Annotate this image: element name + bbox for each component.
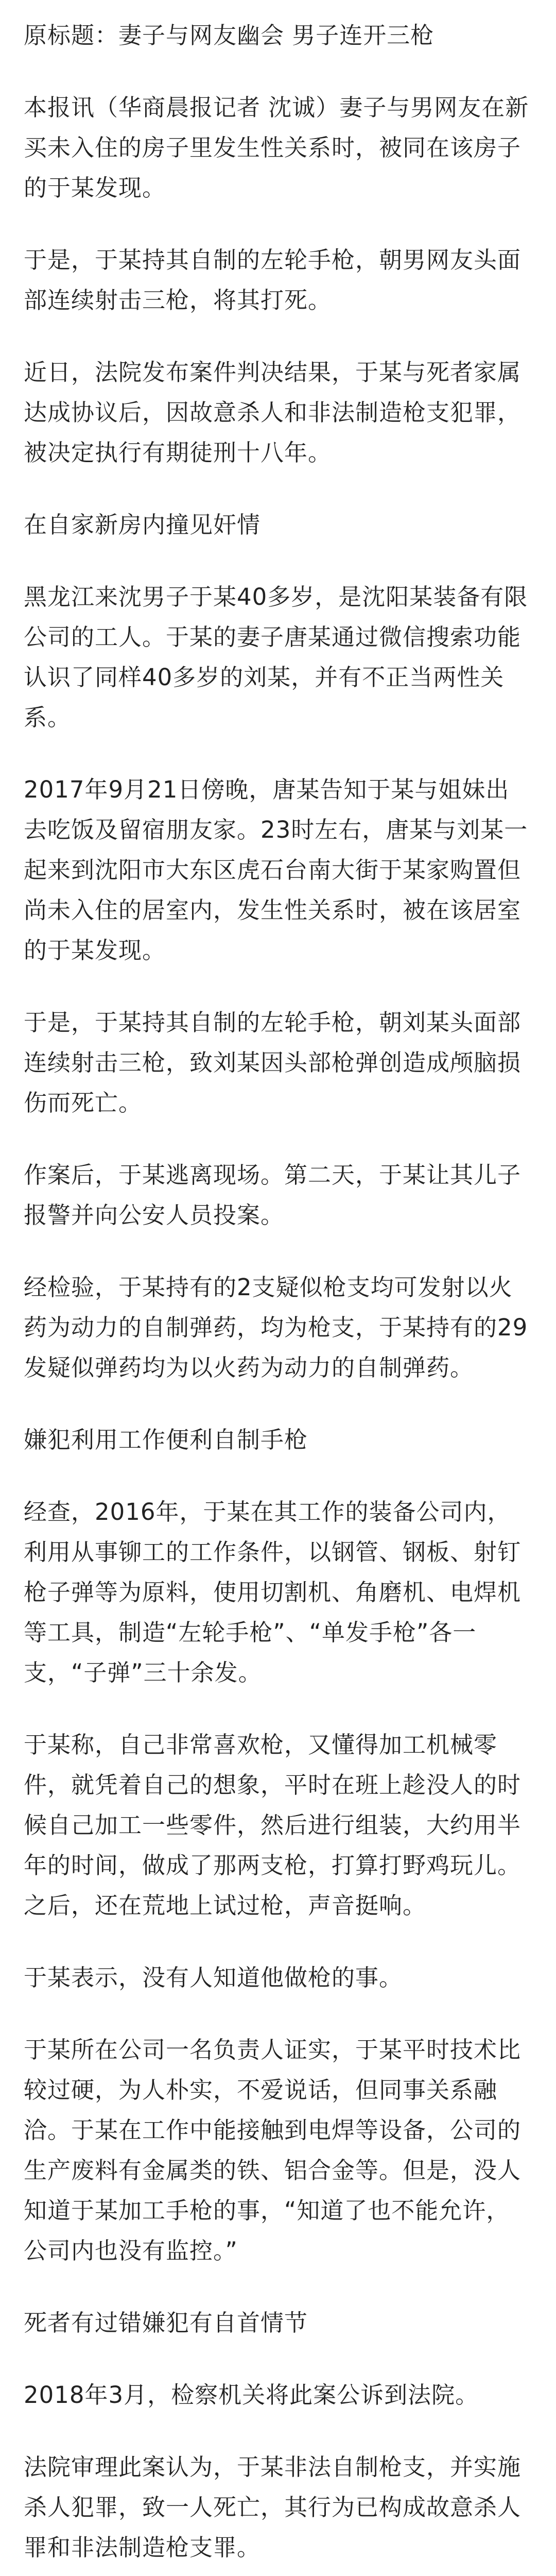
article-subheading: 死者有过错嫌犯有自首情节 — [24, 2309, 308, 2336]
article-body — [24, 15, 532, 2576]
article-paragraph: 黑龙江来沈男子于某40多岁，是沈阳某装备有限公司的工人。于某的妻子唐某通过微信搜索功能认识了同样40多岁的刘某，并有不正当两性关系。 — [24, 583, 528, 731]
article-paragraph: 近日，法院发布案件判决结果，于某与死者家属达成协议后，因故意杀人和非法制造枪支犯罪，被决定执行有期徒刑十八年。 — [24, 359, 522, 466]
article-paragraph: 于某称，自己非常喜欢枪，又懂得加工机械零件，就凭着自己的想象，平时在班上趁没人的时候自己加工一些零件，然后进行组装，大约用半年的时间，做成了那两支枪，打算打野鸡玩儿。之后，还在荒地上试过枪，声音挺响。 — [24, 1731, 522, 1919]
article-paragraph: 本报讯（华商晨报记者 沈诚）妻子与男网友在新买未入住的房子里发生性关系时，被同在该房子的于某发现。 — [24, 94, 529, 201]
article-paragraph: 2018年3月，检察机关将此案公诉到法院。 — [24, 2381, 479, 2409]
article-paragraph: 于是，于某持其自制的左轮手枪，朝男网友头面部连续射击三枪，将其打死。 — [24, 246, 522, 314]
article-original-title: 原标题：妻子与网友幽会 男子连开三枪 — [24, 22, 435, 49]
article-paragraph: 作案后，于某逃离现场。第二天，于某让其儿子报警并向公安人员投案。 — [24, 1161, 522, 1229]
article-paragraph: 2017年9月21日傍晚，唐某告知于某与姐妹出去吃饭及留宿朋友家。23时左右，唐某与刘某一起来到沈阳市大东区虎石台南大街于某家购置但尚未入住的居室内，发生性关系时，被在该居室的于某发现。 — [24, 776, 528, 964]
article-paragraph: 于某所在公司一名负责人证实，于某平时技术比较过硬，为人朴实，不爱说话，但同事关系融洽。于某在工作中能接触到电焊等设备，公司的生产废料有金属类的铁、铝合金等。但是，没人知道于某加工手枪的事，“知道了也不能允许，公司内也没有监控。” — [24, 2036, 522, 2264]
article-subheading: 在自家新房内撞见奸情 — [24, 511, 261, 538]
article-paragraph: 经检验，于某持有的2支疑似枪支均可发射以火药为动力的自制弹药，均为枪支，于某持有的29发疑似弹药均为以火药为动力的自制弹药。 — [24, 1274, 528, 1381]
article-paragraph: 法院审理此案认为，于某非法自制枪支，并实施杀人犯罪，致一人死亡，其行为已构成故意杀人罪和非法制造枪支罪。 — [24, 2453, 522, 2561]
article-paragraph: 经查，2016年，于某在其工作的装备公司内，利用从事铆工的工作条件，以钢管、钢板、射钉枪子弹等为原料，使用切割机、角磨机、电焊机等工具，制造“左轮手枪”、“单发手枪”各一支，“子弹”三十余发。 — [24, 1498, 522, 1686]
article-paragraph: 于是，于某持其自制的左轮手枪，朝刘某头面部连续射击三枪，致刘某因头部枪弹创造成颅脑损伤而死亡。 — [24, 1009, 522, 1116]
article-paragraph: 于某表示，没有人知道他做枪的事。 — [24, 1964, 403, 1991]
article-subheading: 嫌犯利用工作便利自制手枪 — [24, 1426, 308, 1453]
